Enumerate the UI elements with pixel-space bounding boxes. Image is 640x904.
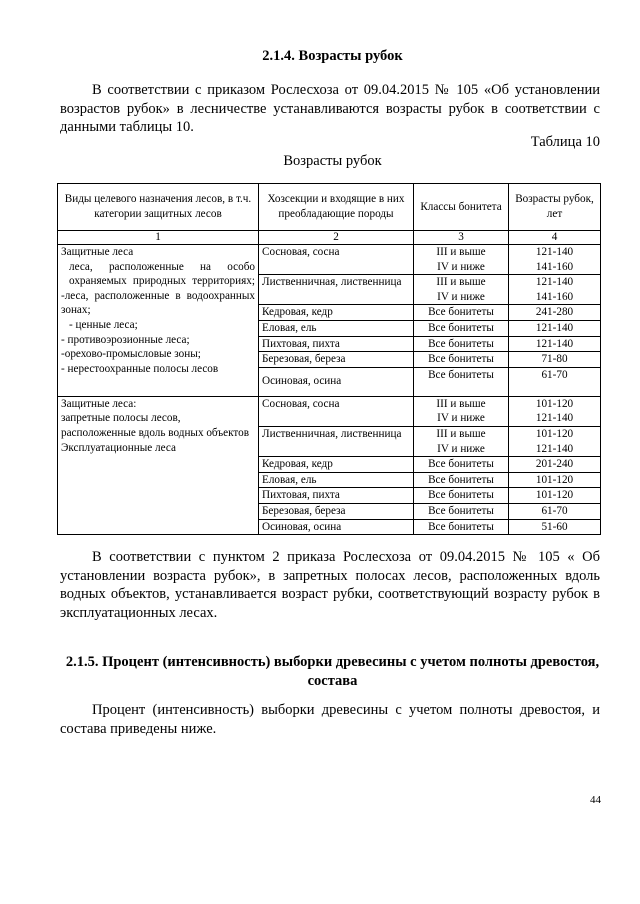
section-cell: Пихтовая, пихта <box>259 336 414 352</box>
page-number: 44 <box>590 794 601 806</box>
section-cell: Березовая, береза <box>259 352 414 368</box>
section2-paragraph: Процент (интенсивность) выборки древесины с учетом полноты древостоя, и состава приведены ниже. <box>60 702 600 737</box>
age-cell: 101-120 <box>509 472 601 488</box>
bonitet-cell: Все бонитеты <box>414 336 509 352</box>
age-cell: 201-240 <box>509 457 601 473</box>
age-cell: 61-70 <box>509 503 601 519</box>
age-cell: 61-70 <box>509 367 601 396</box>
bonitet-cell: Все бонитеты <box>414 305 509 321</box>
table-title: Возрасты рубок <box>283 153 382 169</box>
section-cell: Кедровая, кедр <box>259 457 414 473</box>
section-cell: Сосновая, сосна <box>259 245 414 275</box>
category-strip-and-exploitation-forests: Защитные леса: запретные полосы лесов, расположенные вдоль водных объектов Эксплуатационные леса <box>58 396 259 534</box>
age-cell: 241-280 <box>509 305 601 321</box>
column-number: 3 <box>414 231 509 245</box>
section-cell: Лиственничная, лиственница <box>259 275 414 305</box>
section-cell: Березовая, береза <box>259 503 414 519</box>
after-table-paragraph: В соответствии с пунктом 2 приказа Рослесхоза от 09.04.2015 № 105 « Об установлении возраста рубок», в запретных полосах лесов, расположенных вдоль водных объектов, устанавливается возраст рубки, соответствующий возрасту рубок в эксплуатационных лесах. <box>60 549 600 621</box>
age-cell: 121-140 <box>509 320 601 336</box>
age-cell: 71-80 <box>509 352 601 368</box>
section-title-2-1-4: 2.1.4. Возрасты рубок <box>262 48 403 64</box>
bonitet-cell: III и выше IV и ниже <box>414 426 509 456</box>
header-cutting-age: Возрасты рубок, лет <box>509 184 601 231</box>
bonitet-cell: Все бонитеты <box>414 457 509 473</box>
column-number: 1 <box>58 231 259 245</box>
cutting-age-table <box>57 183 601 535</box>
section-cell: Пихтовая, пихта <box>259 488 414 504</box>
bonitet-cell: Все бонитеты <box>414 352 509 368</box>
table-header-row <box>58 184 601 231</box>
section-cell: Еловая, ель <box>259 320 414 336</box>
category-protective-forests: Защитные леса леса, расположенные на особо охраняемых природных территориях; -леса, расположенные в водоохранных зонах; - ценные леса; - противоэрозионные леса; -орехово-промысловые зоны; - нерестоохранные полосы лесов <box>58 245 259 397</box>
table-row <box>58 245 601 275</box>
table-label: Таблица 10 <box>530 134 600 150</box>
section-cell: Еловая, ель <box>259 472 414 488</box>
intro-paragraph: В соответствии с приказом Рослесхоза от 09.04.2015 № 105 «Об установлении возрастов рубок» в лесничестве устанавливаются возрасты рубок в соответствии с данными таблицы 10. <box>60 82 600 135</box>
bonitet-cell: Все бонитеты <box>414 519 509 535</box>
header-bonitet-class: Классы бонитета <box>414 184 509 231</box>
column-number: 2 <box>259 231 414 245</box>
column-number-row <box>58 231 601 245</box>
section-cell: Лиственничная, лиственница <box>259 426 414 456</box>
section-cell: Сосновая, сосна <box>259 396 414 426</box>
section-cell: Кедровая, кедр <box>259 305 414 321</box>
bonitet-cell: III и выше IV и ниже <box>414 275 509 305</box>
age-cell: 101-120 121-140 <box>509 396 601 426</box>
header-forest-purpose: Виды целевого назначения лесов, в т.ч. категории защитных лесов <box>58 184 259 231</box>
bonitet-cell: III и выше IV и ниже <box>414 396 509 426</box>
section-cell: Осиновая, осина <box>259 367 414 396</box>
section-title-2-1-5: 2.1.5. Процент (интенсивность) выборки древесины с учетом полноты древостоя, состава <box>65 654 600 689</box>
age-cell: 121-140 <box>509 336 601 352</box>
section-cell: Осиновая, осина <box>259 519 414 535</box>
bonitet-cell: III и выше IV и ниже <box>414 245 509 275</box>
bonitet-cell: Все бонитеты <box>414 367 509 396</box>
age-cell: 101-120 121-140 <box>509 426 601 456</box>
age-cell: 121-140 141-160 <box>509 275 601 305</box>
table-row <box>58 396 601 426</box>
age-cell: 101-120 <box>509 488 601 504</box>
header-economic-section: Хозсекции и входящие в них преобладающие породы <box>259 184 414 231</box>
column-number: 4 <box>509 231 601 245</box>
bonitet-cell: Все бонитеты <box>414 488 509 504</box>
age-cell: 121-140 141-160 <box>509 245 601 275</box>
bonitet-cell: Все бонитеты <box>414 320 509 336</box>
bonitet-cell: Все бонитеты <box>414 503 509 519</box>
bonitet-cell: Все бонитеты <box>414 472 509 488</box>
age-cell: 51-60 <box>509 519 601 535</box>
